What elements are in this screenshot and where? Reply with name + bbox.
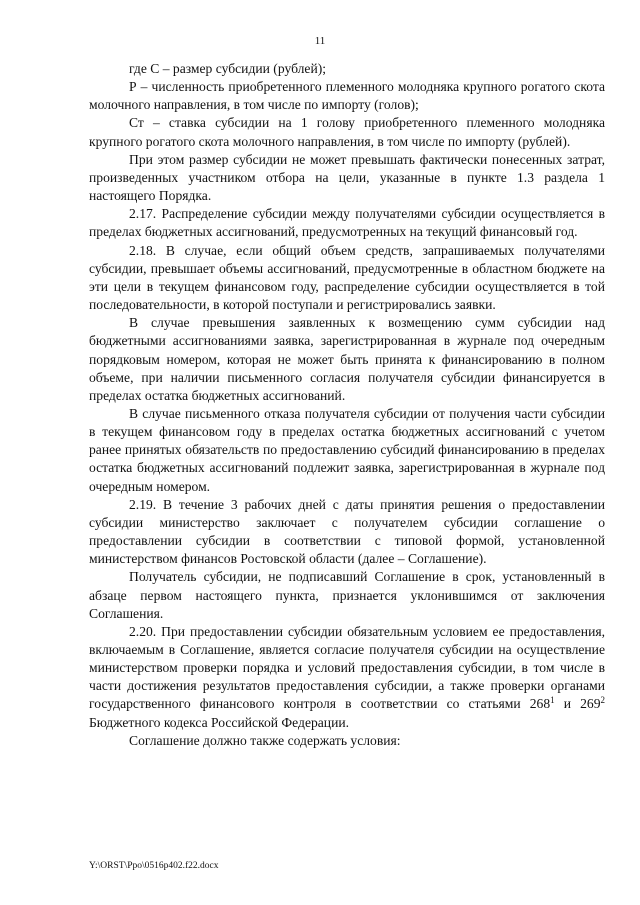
paragraph-formula-c: где С – размер субсидии (рублей);	[129, 61, 327, 76]
paragraph-formula-st: Ст – ставка субсидии на 1 голову приобретенного племенного молодняка крупного рогатого скота молочного направления, в том числе по импорту (рублей).	[89, 115, 605, 149]
paragraph-2-20-text: 2.20. При предоставлении субсидии обязательным условием ее предоставления, включаемым в Соглашение, является согласие получателя субсидии на осуществление министерством проверки порядка и условий предоставления субсидии, в том числе в части достижения результатов предоставления субсидии, а также проверки органами государственного финансового контроля в соответствии со статьями 268	[89, 623, 605, 712]
paragraph-2-19: 2.19. В течение 3 рабочих дней с даты принятия решения о предоставлении субсидии министерство заключает с получателем субсидии соглашение о предоставлении субсидии в соответствии с типовой формой, установленной министерством финансов Ростовской области (далее – Соглашение).	[89, 496, 605, 567]
page-number: 11	[314, 35, 326, 47]
superscript-2: 2	[600, 695, 606, 706]
paragraph-2-20-text-middle: и 269	[554, 696, 601, 712]
superscript-1: 1	[550, 695, 555, 706]
paragraph-evasion: Получатель субсидии, не подписавший Соглашение в срок, установленный в абзаце первом настоящего пункта, признается уклонившимся от заключения Соглашения.	[89, 569, 605, 621]
paragraph-written-refusal: В случае письменного отказа получателя субсидии от получения части субсидии в текущем финансовом году в пределах остатка бюджетных ассигнований с учетом ранее принятых обязательств по предоставлению субсидий финансированию в пределах остатка бюджетных ассигнований подлежит заявка, зарегистрированная в журнале под очередным номером.	[89, 405, 605, 494]
paragraph-2-18: 2.18. В случае, если общий объем средств, запрашиваемых получателями субсидии, превышает объемы ассигнований, предусмотренные в областном бюджете на эти цели в текущем финансовом году, распределение субсидии осуществляется в той последовательности, в которой поступали и регистрировались заявки.	[89, 242, 605, 313]
paragraph-agreement-conditions: Соглашение должно также содержать условия:	[129, 732, 401, 748]
paragraph-2-20	[89, 623, 605, 732]
paragraph-excess-claims: В случае превышения заявленных к возмещению сумм субсидии над бюджетными ассигнованиями заявка, зарегистрированная в журнале под очередным порядковым номером, которая не может быть принята к финансированию в полном объеме, при наличии письменного согласия получателя субсидии финансируется в пределах остатка бюджетных ассигнований.	[89, 315, 605, 403]
paragraph-subsidy-limit: При этом размер субсидии не может превышать фактически понесенных затрат, произведенных участником отбора на цели, указанные в пункте 1.3 раздела 1 настоящего Порядка.	[89, 151, 605, 204]
document-body	[89, 60, 605, 750]
paragraph-2-20-text-end: Бюджетного кодекса Российской Федерации.	[89, 714, 350, 730]
paragraph-2-17: 2.17. Распределение субсидии между получателями субсидии осуществляется в пределах бюджетных ассигнований, предусмотренных на текущий финансовый год.	[89, 206, 605, 240]
paragraph-formula-p: Р – численность приобретенного племенного молодняка крупного рогатого скота молочного направления, в том числе по импорту (голов);	[89, 79, 605, 113]
footer-file-path: Y:\ORST\Ppo\0516p402.f22.docx	[89, 861, 219, 871]
